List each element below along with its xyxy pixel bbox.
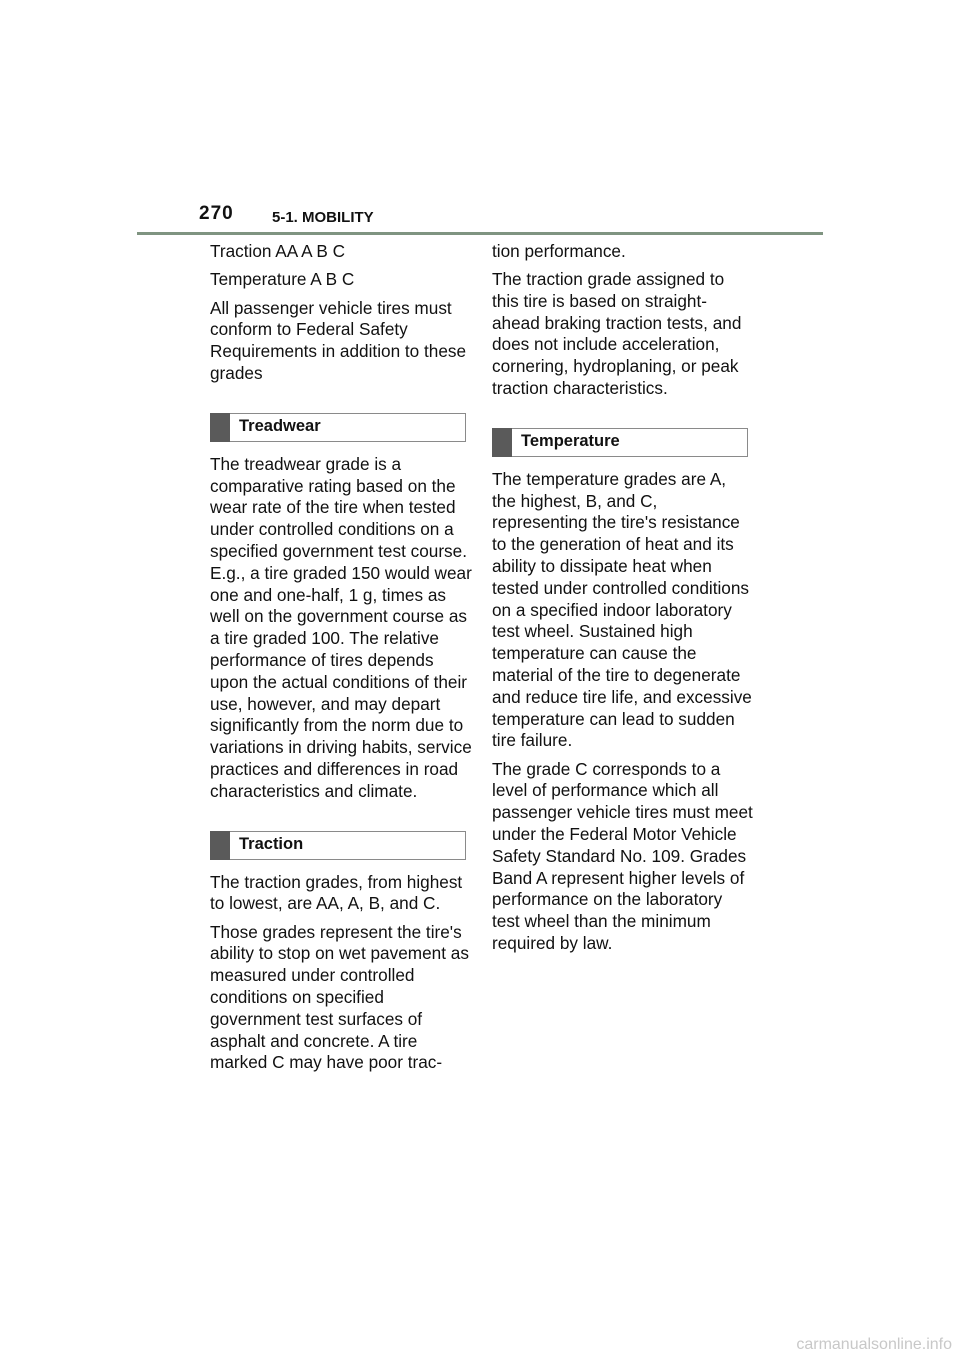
section-title: 5-1. MOBILITY	[272, 209, 374, 226]
left-column	[210, 241, 472, 1081]
grade-c-paragraph: The grade C corresponds to a level of performance which all passenger vehicle tires must meet under the Federal Motor Vehicle Safety Standard No. 109. Grades Band A represent higher levels of performance on the laboratory test wheel than the minimum required by law.	[492, 758, 753, 954]
temperature-heading	[492, 428, 748, 457]
traction-grade-basis-paragraph: The traction grade assigned to this tire is based on straight-ahead braking traction tests, and does not include acceleration, cornering, hydroplaning, or peak traction characteristics.	[492, 269, 742, 398]
heading-marker	[210, 413, 230, 442]
traction-heading-label: Traction	[239, 834, 304, 853]
treadwear-heading	[210, 413, 466, 442]
header-divider	[137, 232, 823, 235]
right-column	[492, 241, 754, 961]
traction-grade-list: Traction AA A B C	[210, 241, 346, 261]
treadwear-paragraph: The treadwear grade is a comparative rating based on the wear rate of the tire when tested under controlled conditions on a specified government test course. E.g., a tire graded 150 would wear one and one-half, 1 g, times as well on the government course as a tire graded 100. The relative performance of tires depends upon the actual conditions of their use, however, and may depart significantly from the norm due to variations in driving habits, service practices and differences in road characteristics and climate.	[210, 453, 472, 801]
heading-marker	[210, 831, 230, 860]
temperature-heading-label: Temperature	[521, 431, 620, 450]
traction-heading	[210, 831, 466, 860]
treadwear-heading-label: Treadwear	[239, 416, 321, 435]
footer-watermark: carmanualsonline.info	[796, 1336, 952, 1353]
temperature-grade-list: Temperature A B C	[210, 269, 355, 290]
traction-description-paragraph: Those grades represent the tire's ability to stop on wet pavement as measured under controlled conditions on specified government test surfaces of asphalt and concrete. A tire marked C may have poor trac-	[210, 921, 469, 1073]
requirements-paragraph: All passenger vehicle tires must conform to Federal Safety Requirements in addition to these grades	[210, 297, 467, 383]
traction-grades-paragraph: The traction grades, from highest to lowest, are AA, A, B, and C.	[210, 871, 463, 914]
page-number: 270	[199, 203, 234, 224]
traction-continuation: tion performance.	[492, 241, 626, 261]
temperature-grades-paragraph: The temperature grades are A, the highest, B, and C, representing the tire's resistance to the generation of heat and its ability to dissipate heat when tested under controlled conditions on a specified indoor laboratory test wheel. Sustained high temperature can cause the material of the tire to degenerate and reduce tire life, and excessive temperature can lead to sudden tire failure.	[492, 468, 752, 751]
heading-marker	[492, 428, 512, 457]
